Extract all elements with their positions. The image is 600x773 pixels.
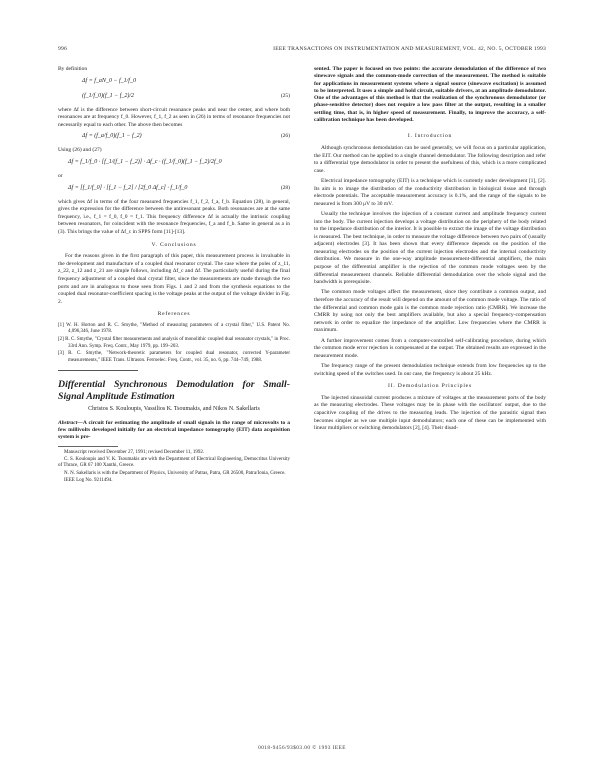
abstract-lead: Abstract—	[58, 419, 83, 426]
reference-item: [1] W. H. Horton and R. C. Smythe, "Method of measuring parameters of a crystal filter," U.S. Patent No. 4,096,346, June 1978.	[58, 322, 290, 335]
paragraph: where Δf is the difference between short-circuit resonance peaks and near the center, and where both resonances are at frequency f_0. However, f_1, f_2 as seen in (26) in terms of resonance frequencies not necessarily equal to each other. The above then becomes	[58, 106, 290, 128]
or-line: or	[58, 172, 63, 179]
journal-title: IEEE TRANSACTIONS ON INSTRUMENTATION AND MEASUREMENT, VOL. 42, NO. 5, OCTOBER 1993	[273, 46, 546, 52]
footnote-rule	[58, 446, 118, 447]
page-number: 996	[58, 46, 67, 52]
divider	[58, 370, 138, 371]
equation	[58, 132, 290, 144]
equation	[58, 158, 290, 170]
paper-authors: Christos S. Kouloupis, Vassilios K. Tsoumakis, and Nikos N. Sakellaris	[88, 406, 260, 413]
reference-item: [3] R. C. Smythe, "Network-theoretic parameters for coupled dual resonator, corrected Y-parameter measurements," IEEE Trans. Ultrason. Ferroelec. Freq. Contr., vol. 35, no. 6, pp. 744–749, 1988.	[58, 351, 290, 363]
paragraph: The frequency range of the present demodulation technique extends from low frequencies up to the switching speed of the switches used. In our case, the frequency is about 25 kHz.	[314, 362, 546, 377]
using-line: Using (26) and (27)	[58, 147, 102, 154]
section-heading: References	[157, 311, 191, 318]
equation-number: (26)	[280, 133, 290, 140]
footnotes	[58, 446, 290, 485]
paragraph: The common mode voltages affect the measurement, since they contribute a common output, and therefore the accuracy of the result will depend on the amount of the common mode voltage. The ratio of the differential and common mode gain is the common mode rejection ratio (CMRR). We increase the CMRR by using not only the best amplifiers available, but also a special frequency-compensation network in order to equalize the impedance of the amplifier. Low frequencies where the CMRR is maximum.	[314, 289, 546, 334]
paragraph: Electrical impedance tomography (EIT) is a technique which is currently under development [1], [2]. Its aim is to image the distribution of the conductivity distribution in biological tissue and through electrode potentials. The acceptable measurement accuracy is 0.1%, and the range of the signals to be measured is from 300 μV to 30 mV.	[314, 177, 546, 207]
equation-body: Δf = f_aN_0 − f_1/f_0	[82, 77, 136, 84]
paragraph: which gives Δf in terms of the four measured frequencies f_1, f_2, f_a, f_b. Equation (28), in general, gives the expression for the difference between the antiresonant peaks. Both resonances are at the same frequency, i.e., f_1 = f_0, f_0 = f_1. This frequency difference Δf is actually the intrinsic coupling between resonators, for coincident with the resonance frequencies, f_a and f_b. Same in general as a in (3). This brings the value of Δf_c in SPPS form [11]-[13].	[58, 198, 290, 235]
equation-body: Δf = f_1/f_0 · [f_1/(f_1 − f_2)] · Δf_c · (f_1/f_0)(f_1 − f_2)/2f_0	[68, 158, 222, 165]
intro-line: By definition	[58, 66, 88, 72]
paragraph: Usually the technique involves the injection of a constant current and amplitude frequency current into the body. The current injection develops a voltage distribution on the periphery of the body related to the impedance distribution of the interior. It is possible to extract the image of the voltage distribution is measured. The best technique, in order to measure the voltage difference between two pairs of (usually adjacent) electrodes [3]. It has been shown that every difference depends on the position of the measuring electrodes on the position of the current injection electrodes and the internal conductivity distribution. We measure in the one-way amplitude measurement-differential amplifiers, the main purpose of the differential amplifier is the rejection of the common mode voltages seen by the differential measurement channels. Reliable differential demodulation over the whole signal and the bandwidth is prerequisite.	[314, 210, 546, 286]
section-heading: II. Demodulation Principles	[388, 383, 472, 390]
section-heading: I. Introduction	[407, 133, 453, 140]
equation-number: (28)	[280, 184, 290, 191]
footer-code: 0018-9456/93$03.00 © 1993 IEEE	[258, 745, 346, 751]
paragraph: Although synchronous demodulation can be used generally, we will focus on a particular application, the EIT. Our method can be applied to a single channel demodulator. The following description and refer to a differential type demodulator in order to present the usefulness of this, which is a more complicated case.	[314, 144, 546, 174]
equation-number: (25)	[280, 92, 290, 99]
footnote: IEEE Log No. 9211494.	[64, 478, 113, 484]
paragraph: For the reasons given in the first paragraph of this paper, this measurement process is invaluable in the development and manufacture of a coupled dual resonator crystal. The case where the poles of z_11, z_22, z_12 and z_21 are simple follows, including Δf_c and Δf. The particularly useful during the final frequency adjustment of a coupled dual crystal filter, since the measurements are made through the two ports and are in analogous to those seen from Figs. 1 and 2 and from the synthesis equations to the coupled dual resonator-coefficient spacing is the voltage peaks at the output of the voltage divider in Fig. 2.	[58, 253, 290, 305]
equation	[58, 92, 290, 104]
reference-list	[58, 323, 290, 365]
running-header	[58, 46, 546, 56]
equation	[58, 184, 290, 196]
reference-item: [2] R. C. Smythe, "Crystal filter measurements and analysis of monolithic coupled dual resonator crystals," in Proc. 33rd Ann. Symp. Freq. Contr., May 1979, pp. 199–203.	[58, 337, 290, 349]
equation-body: Δf = (f_a/f_0)(f_1 − f_2)	[82, 133, 142, 140]
right-column	[314, 66, 546, 435]
abstract-continued: sented. The paper is focused on two points: the accurate demodulation of the difference of two sinewave signals and the common-mode correction of the measurement. The method is suitable for applications in measurement systems where a signal source (sinewave excitation) is assumed to be interpreted. It uses a simple and hold circuit, suitable drivers, at an amplitude demodulator. One of the advantages of this method is that the realization of the synchronous demodulator (or phase-sensitive detector) does not require a low pass filter at the output, resulting in a smaller settling time, that is, in higher speed of measurement. Finally, to improve the accuracy, a self-calibration technique has been developed.	[314, 66, 546, 124]
paragraph: The injected sinusoidal current produces a mixture of voltages at the measurement ports of the body as the measuring electrodes. These voltages may be in phase with the oscillators' output, due to the capacitive coupling of the drives to the measuring leads. The injection of the parasitic signal then becomes simpler as we use multiple input demodulators; each one of these can be implemented with linear multipliers or switching demodulators [2], [4]. Their disad-	[314, 394, 546, 432]
equation-body: Δf = [f_1/f_0] · [f_1 − f_2] / [2f_0 Δf_c] · f_1/f_0	[68, 184, 188, 191]
left-column	[58, 66, 290, 486]
abstract	[58, 420, 290, 442]
paragraph: A further improvement comes from a computer-controlled self-calibrating procedure, during which the common mode error rejection is compensated at the output. The obtained results are expressed in the measurement mode.	[314, 337, 546, 359]
footnote: Manuscript received December 27, 1991; revised December 11, 1992.	[64, 449, 205, 455]
abstract-text: A circuit for estimating the amplitude of small signals in the range of microvolts to a few millivolts developed initially for an electrical impedance tomography (EIT) data acquisition system is pre-	[58, 419, 290, 441]
footnote: C. S. Kouloupis and V. K. Tsoumakis are with the Department of Electrical Engineering, Democritus University of Thrace, GR 67 100 Xanthi, Greece.	[58, 456, 290, 469]
equation	[58, 77, 290, 89]
section-heading: V. Conclusions	[151, 241, 197, 248]
equation-body: (f_1/f_0)(f_1 − f_2)/2	[82, 92, 135, 99]
paper-title: Differential Synchronous Demodulation for Small-Signal Amplitude Estimation	[58, 379, 290, 402]
footnote: N. N. Sakellaris is with the Department of Physics, University of Patras, Patra, GR 26500, Patra/Ionia, Greece.	[64, 470, 286, 476]
